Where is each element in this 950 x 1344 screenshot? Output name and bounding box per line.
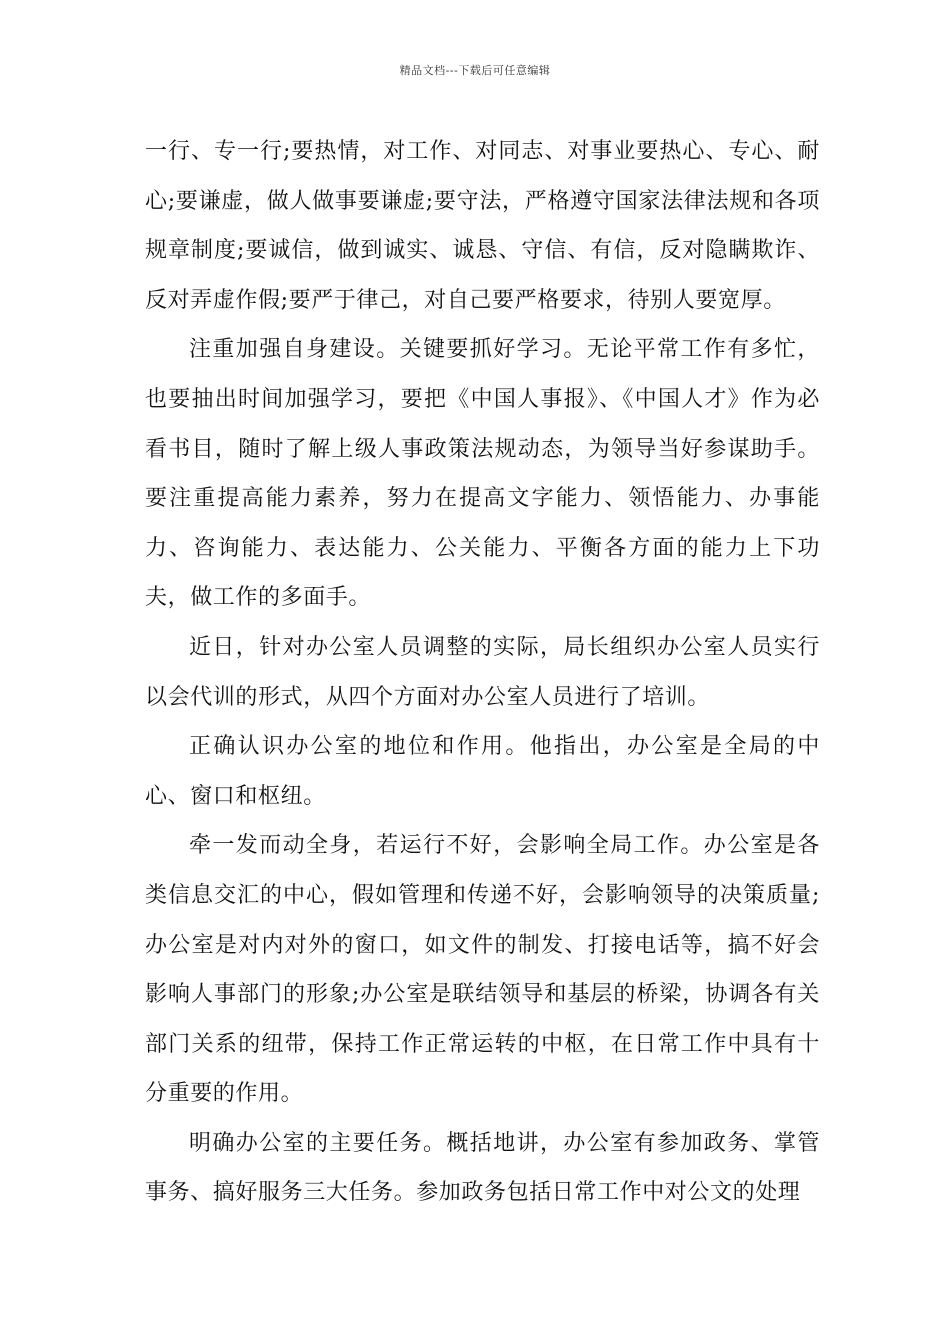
document-body (145, 127, 820, 1218)
paragraph-training: 近日，针对办公室人员调整的实际，局长组织办公室人员实行以会代训的形式，从四个方面对办公室人员进行了培训。 (145, 634, 820, 710)
paragraph-office-role: 正确认识办公室的地位和作用。他指出，办公室是全局的中心、窗口和枢纽。 (145, 734, 820, 809)
paragraph-self-building: 注重加强自身建设。关键要抓好学习。无论平常工作有多忙，也要抽出时间加强学习，要把《中国人事报》、《中国人才》作为必看书目，随时了解上级人事政策法规动态，为领导当好参谋助手。要注重提高能力素养，努力在提高文字能力、领悟能力、办事能力、咨询能力、表达能力、公关能力、平衡各方面的能力上下功夫，做工作的多面手。 (145, 337, 820, 611)
page-header: 精品文档---下载后可任意编辑 (399, 64, 551, 77)
paragraph-office-tasks: 明确办公室的主要任务。概括地讲，办公室有参加政务、掌管事务、搞好服务三大任务。参加政务包括日常工作中对公文的处理 (145, 1130, 820, 1206)
paragraph-continued: 一行、专一行;要热情，对工作、对同志、对事业要热心、专心、耐心;要谦虚，做人做事要谦虚;要守法，严格遵守国家法律法规和各项规章制度;要诚信，做到诚实、诚恳、守信、有信，反对隐瞒欺诈、反对弄虚作假;要严于律己，对自己要严格要求，待别人要宽厚。 (145, 139, 820, 313)
paragraph-office-importance: 牵一发而动全身，若运行不好，会影响全局工作。办公室是各类信息交汇的中心，假如管理和传递不好，会影响领导的决策质量;办公室是对内对外的窗口，如文件的制发、打接电话等，搞不好会影响人事部门的形象;办公室是联结领导和基层的桥梁，协调各有关部门关系的纽带，保持工作正常运转的中枢，在日常工作中具有十分重要的作用。 (145, 833, 820, 1107)
